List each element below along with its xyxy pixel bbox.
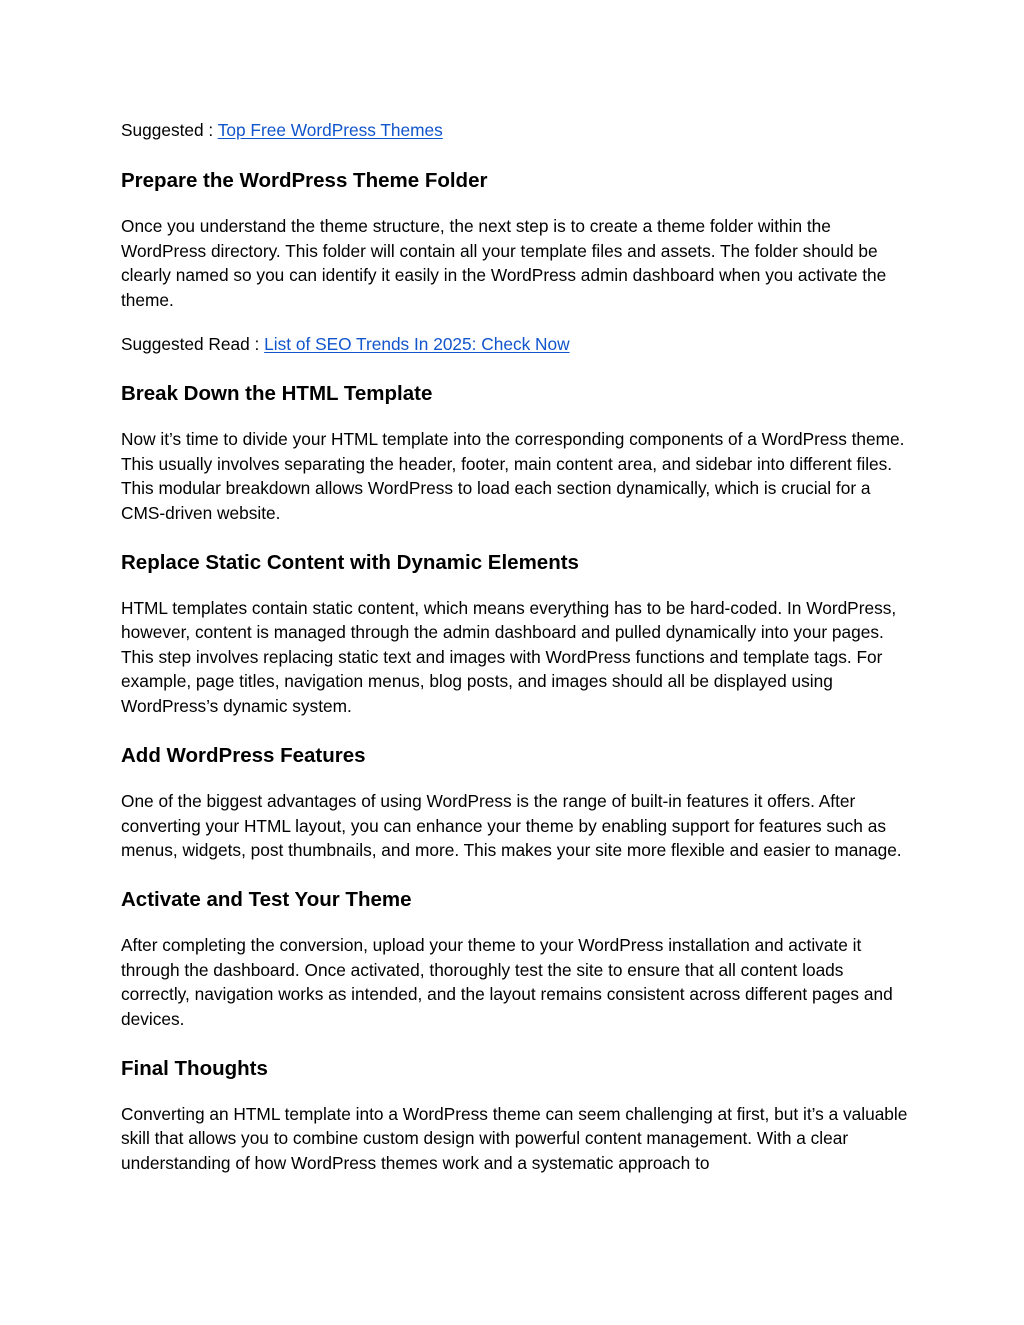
suggested-line xyxy=(121,118,911,142)
suggested-read-label: Suggested Read : xyxy=(121,334,265,355)
document-page xyxy=(121,118,911,1175)
section-body-prepare-folder: Once you understand the theme structure, the next step is to create a theme folder within the WordPress directory. This folder will contain all your template files and assets. The folder should be clearly named so you can identify it easily in the WordPress admin dashboard when you activate the theme. xyxy=(121,216,887,310)
section-heading-activate-test: Activate and Test Your Theme xyxy=(121,888,412,912)
section-body-add-features: One of the biggest advantages of using WordPress is the range of built-in features it offers. After converting your HTML layout, you can enhance your theme by enabling support for features such as menus, widgets, post thumbnails, and more. This makes your site more flexible and easier to manage. xyxy=(121,791,902,860)
suggested-read-line xyxy=(121,332,911,356)
section-body-break-down: Now it’s time to divide your HTML template into the corresponding components of a WordPress theme. This usually involves separating the header, footer, main content area, and sidebar into different files. This modular breakdown allows WordPress to load each section dynamically, which is crucial for a CMS-driven website. xyxy=(121,429,905,523)
top-free-themes-link[interactable]: Top Free WordPress Themes xyxy=(217,120,443,140)
suggested-label: Suggested : xyxy=(121,120,218,140)
section-body-final-thoughts: Converting an HTML template into a WordPress theme can seem challenging at first, but it’s a valuable skill that allows you to combine custom design with powerful content management. With a clear understanding of how WordPress themes work and a systematic approach to xyxy=(121,1103,908,1173)
section-heading-final-thoughts: Final Thoughts xyxy=(121,1056,268,1080)
section-body-replace-static: HTML templates contain static content, which means everything has to be hard-coded. In WordPress, however, content is managed through the admin dashboard and pulled dynamically into your pages. This step involves replacing static text and images with WordPress functions and template tags. For example, page titles, navigation menus, blog posts, and images should all be displayed using WordPress’s dynamic system. xyxy=(121,598,897,716)
section-heading-prepare-folder: Prepare the WordPress Theme Folder xyxy=(121,169,488,193)
section-heading-replace-static: Replace Static Content with Dynamic Elements xyxy=(121,551,579,575)
section-heading-add-features: Add WordPress Features xyxy=(121,744,366,768)
section-body-activate-test: After completing the conversion, upload your theme to your WordPress installation and activate it through the dashboard. Once activated, thoroughly test the site to ensure that all content loads correctly, navigation works as intended, and the layout remains consistent across different pages and devices. xyxy=(121,935,893,1029)
seo-trends-link[interactable]: List of SEO Trends In 2025: Check Now xyxy=(264,334,570,355)
section-heading-break-down: Break Down the HTML Template xyxy=(121,382,433,406)
